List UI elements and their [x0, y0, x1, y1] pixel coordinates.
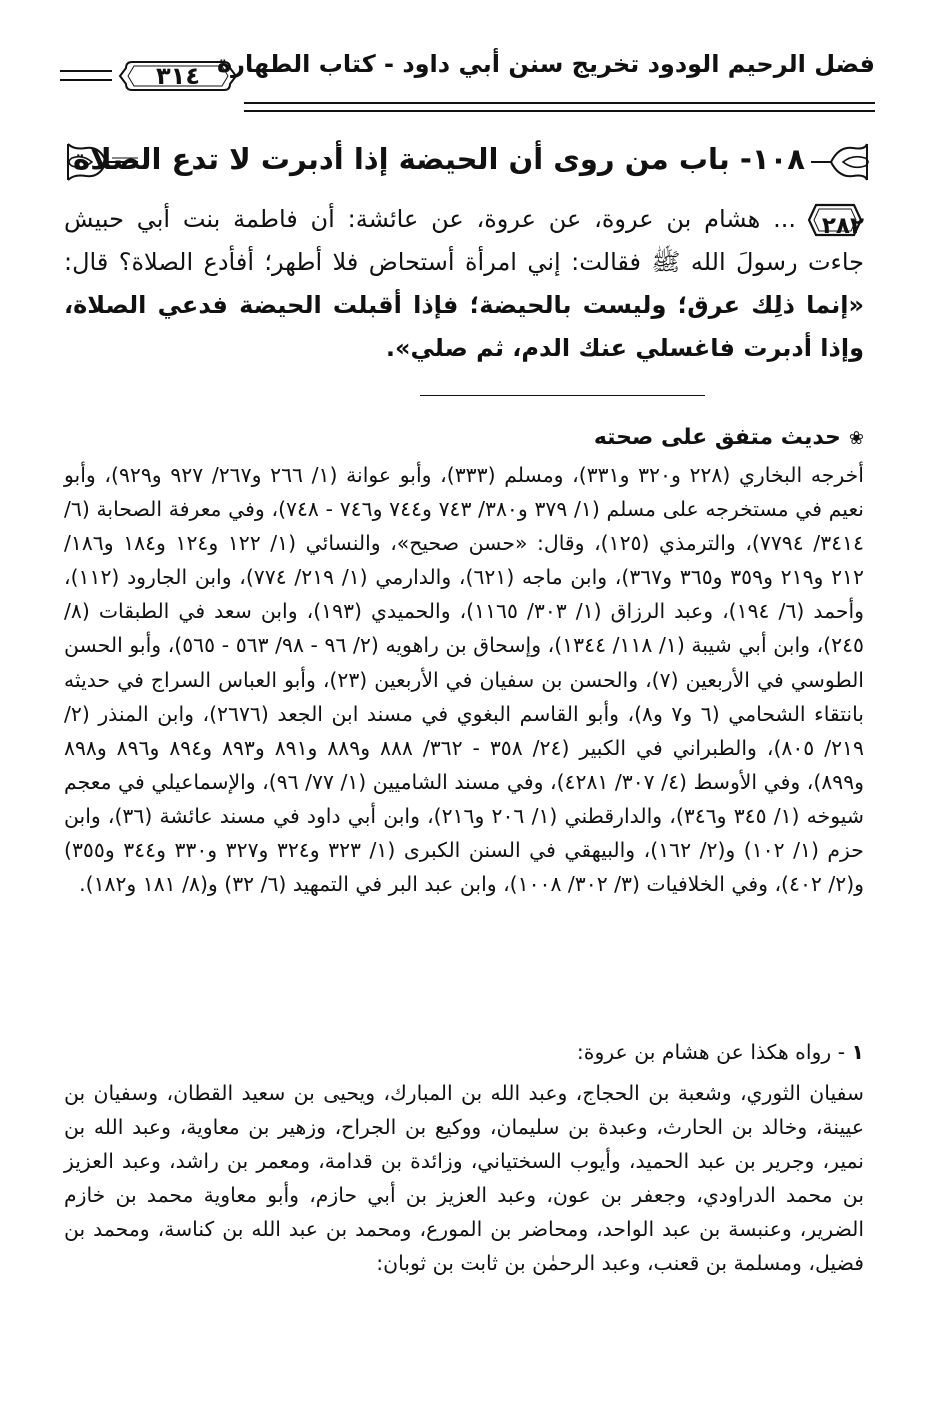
header-rule: [244, 102, 875, 112]
flower-bullet-icon: ❀: [848, 428, 864, 449]
heading-ornament-left-icon: [60, 138, 140, 186]
section-item-1: [577, 1040, 864, 1064]
page-number: ٣١٤: [156, 62, 200, 90]
page-number-frame: [118, 56, 238, 96]
heading-ornament-right-icon: [809, 138, 875, 186]
hadith-number-badge: [806, 202, 864, 238]
header-rule-left: [60, 70, 112, 81]
item-text: - رواه هكذا عن هشام بن عروة:: [576, 1040, 852, 1064]
takhrij-paragraph: [64, 458, 864, 901]
item-number: ١: [851, 1040, 864, 1064]
narrators-paragraph: [64, 1076, 864, 1281]
hadith-matn: «إنما ذلِك عرق؛ وليست بالحيضة؛ فإذا أقبلت الحيضة فدعي الصلاة، وإذا أدبرت فاغسلي عنك الدم، ثم صلي».: [64, 291, 864, 362]
chapter-title: ١٠٨- باب من روى أن الحيضة إذا أدبرت لا تدع الصلاة: [72, 142, 805, 176]
hadith-text: [64, 198, 864, 370]
narrators-text: سفيان الثوري، وشعبة بن الحجاج، وعبد الله بن المبارك، ويحيى بن سعيد القطان، وسفيان بن عيينة، وخالد بن الحارث، وعبدة بن سليمان، ووكيع بن الجراح، وزهير بن معاوية، وعبد الله بن نمير، وجرير بن عبد الحميد، وأيوب السختياني، وزائدة بن قدامة، ومعمر بن راشد، وعبد العزيز بن محمد الدراودي، وجعفر بن عون، وعبد العزيز بن أبي حازم، وأبو معاوية محمد بن خازم الضرير، وعنبسة بن عبد الواحد، ومحاضر بن المورع، ومحمد بن عبد الله بن كناسة، ومحمد بن فضيل، ومسلمة بن قعنب، وعبد الرحمٰن بن ثابت بن ثوبان:: [64, 1081, 864, 1276]
hadith-isnad: ... هشام بن عروة، عن عروة، عن عائشة: أن فاطمة بنت أبي حبيش جاءت رسولَ الله ﷺ فقالت: إني امرأة أستحاض فلا أطهر؛ أفأدع الصلاة؟ قال:: [64, 205, 864, 276]
running-header: [60, 40, 875, 110]
running-title: فضل الرحيم الودود تخريج سنن أبي داود - كتاب الطهارة: [216, 50, 875, 78]
grade-text: حديث متفق على صحته: [593, 425, 841, 450]
hadith-number: ٢٨٢: [821, 213, 864, 239]
separator-line: [420, 395, 705, 396]
takhrij-text: أخرجه البخاري (٢٢٨ و٣٢٠ و٣٣١)، ومسلم (٣٣٣)، وأبو عوانة (١/ ٢٦٦ و٢٦٧/ ٩٢٧ و٩٢٩)، وأبو نعيم في مستخرجه على مسلم (١/ ٣٧٩ و٣٨٠/ ٧٤٣ و٧٤٤ و٧٤٦ - ٧٤٨)، وفي معرفة الصحابة (٦/ ٣٤١٤/ ٧٧٩٤)، والترمذي (١٢٥)، وقال: «حسن صحيح»، والنسائي (١/ ١٢٢ و١٢٤ و١٨٤ و١٨٦/ ٢١٢ و٢١٩ و٣٥٩ و٣٦٥ و٣٦٧)، وابن ماجه (٦٢١)، والدارمي (١/ ٢١٩/ ٧٧٤)، وابن الجارود (١١٢)، وأحمد (٦/ ١٩٤)، وعبد الرزاق (١/ ٣٠٣/ ١١٦٥)، والحميدي (١٩٣)، وابن سعد في الطبقات (٨/ ٢٤٥)، وابن أبي شيبة (١/ ١١٨/ ١٣٤٤)، وإسحاق بن راهويه (٢/ ٩٦ - ٩٨/ ٥٦٣ - ٥٦٥)، وأبو الحسن الطوسي في الأربعين (٧)، والحسن بن سفيان في الأربعين (٢٣)، وأبو العباس السراج في حديثه بانتقاء الشحامي (٦ و٧ و٨)، وأبو القاسم البغوي في مسند ابن الجعد (٢٦٧٦)، وابن المنذر (٢/ ٢١٩/ ٨٠٥)، والطبراني في الكبير (٢٤/ ٣٥٨ - ٣٦٢/ ٨٨٨ و٨٨٩ و٨٩١ و٨٩٣ و٨٩٤ و٨٩٦ و٨٩٨ و٨٩٩)، وفي الأوسط (٤/ ٣٠٧/ ٤٢٨١)، وفي مسند الشاميين (١/ ٧٧/ ٩٦)، والإسماعيلي في معجم شيوخه (١/ ٣٤٥ و٣٤٦)، والدارقطني (١/ ٢٠٦ و٢١٦)، وابن أبي داود في مسند عائشة (٣٦)، وابن حزم (١/ ١٠٢) و(٢/ ١٦٢)، والبيهقي في السنن الكبرى (١/ ٣٢٣ و٣٢٤ و٣٢٧ و٣٣٠ و٣٤٤ و٣٥٥) و(٢/ ٤٠٢)، وفي الخلافيات (٣/ ٣٠٢/ ١٠٠٨)، وابن عبد البر في التمهيد (٦/ ٣٢) و(٨/ ١٨١ و١٨٢).: [64, 463, 865, 897]
hadith-grade: [594, 425, 864, 450]
chapter-heading: [60, 138, 875, 188]
